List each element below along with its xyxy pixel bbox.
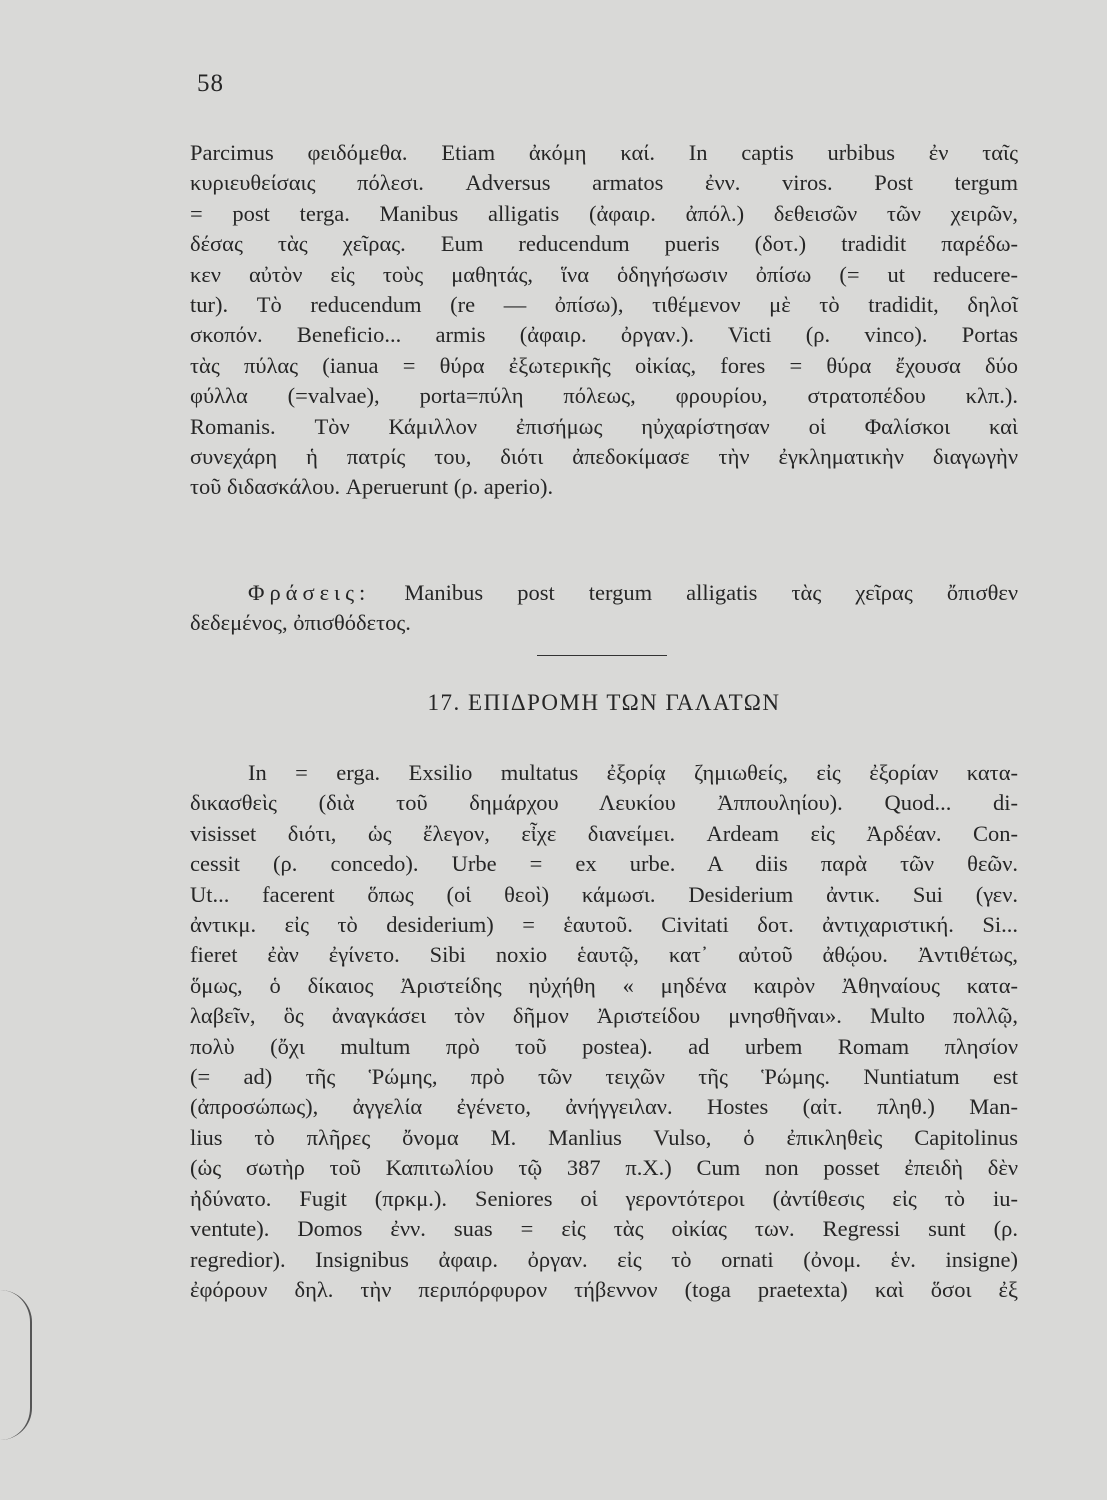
phrases-line: δεδεμένος, ὀπισθόδετος.: [190, 610, 411, 636]
text-line: (ὡς σωτὴρ τοῦ Καπιτωλίου τῷ 387 π.Χ.) Cum non posset ἐπειδὴ δὲν: [190, 1155, 1018, 1181]
text-line: δικασθεὶς (διὰ τοῦ δημάρχου Λευκίου Ἀππουληίου). Quod... di-: [190, 790, 1018, 816]
text-line: = post terga. Manibus alligatis (ἀφαιρ. ἀπόλ.) δεθεισῶν τῶν χειρῶν,: [190, 200, 1018, 226]
binding-edge-mark: [0, 1290, 32, 1440]
text-line: ἠδύνατο. Fugit (πρκμ.). Seniores οἱ γεροντότεροι (ἀντίθεσις εἰς τὸ iu-: [190, 1185, 1018, 1211]
text-line: (ἀπροσώπως), ἀγγελία ἐγένετο, ἀνήγγειλαν. Hostes (αἰτ. πληθ.) Man-: [190, 1094, 1018, 1120]
text-line: (= ad) τῆς Ῥώμης, πρὸ τῶν τειχῶν τῆς Ῥώμης. Nuntiatum est: [190, 1064, 1018, 1090]
section-divider: [537, 655, 667, 656]
text-line: visisset διότι, ὡς ἔλεγον, εἶχε διανείμει. Ardeam εἰς Ἀρδέαν. Con-: [190, 820, 1018, 846]
text-line: φύλλα (=valvae), porta=πύλη πόλεως, φρουρίου, στρατοπέδου κλπ.).: [190, 383, 1018, 409]
text-line: ὅμως, ὁ δίκαιος Ἀριστείδης ηὐχήθη « μηδένα καιρὸν Ἀθηναίους κατα-: [190, 972, 1018, 998]
text-line: ἐφόρουν δηλ. τὴν περιπόρφυρον τήβεννον (toga praetexta) καὶ ὅσοι ἐξ: [190, 1276, 1018, 1302]
text-line: συνεχάρη ἡ πατρίς του, διότι ἀπεδοκίμασε τὴν ἐγκληματικὴν διαγωγὴν: [190, 444, 1018, 470]
text-line: τοῦ διδασκάλου. Aperuerunt (ρ. aperio).: [190, 474, 554, 500]
page-number: 58: [197, 70, 224, 97]
text-line: cessit (ρ. concedo). Urbe = ex urbe. A diis παρὰ τῶν θεῶν.: [190, 851, 1018, 877]
text-line: fieret ἐὰν ἐγίνετο. Sibi noxio ἑαυτῷ, κατ᾽ αὐτοῦ ἀθῴου. Ἀντιθέτως,: [190, 942, 1018, 968]
text-line: In = erga. Exsilio multatus ἐξορίᾳ ζημιωθείς, εἰς ἐξορίαν κατα-: [248, 760, 1018, 785]
text-line: λαβεῖν, ὃς ἀναγκάσει τὸν δῆμον Ἀριστείδου μνησθῆναι». Multo πολλῷ,: [190, 1003, 1018, 1029]
text-line: lius τὸ πλῆρες ὄνομα M. Manlius Vulso, ὁ ἐπικληθεὶς Capitolinus: [190, 1124, 1018, 1150]
text-line: πολὺ (ὄχι multum πρὸ τοῦ postea). ad urbem Romam πλησίον: [190, 1033, 1018, 1059]
text-line: κεν αὐτὸν εἰς τοὺς μαθητάς, ἵνα ὁδηγήσωσιν ὀπίσω (= ut reducere-: [190, 261, 1018, 287]
paragraph-chapter-notes: [190, 758, 1018, 1305]
text-line: κυριευθείσαις πόλεσι. Adversus armatos ἐνν. viros. Post tergum: [190, 170, 1018, 196]
phrases-paragraph: [190, 578, 1018, 639]
text-line: δέσας τὰς χεῖρας. Eum reducendum pueris (δοτ.) tradidit παρέδω-: [190, 231, 1018, 257]
text-line: ἀντικμ. εἰς τὸ desiderium) = ἑαυτοῦ. Civitati δοτ. ἀντιχαριστική. Si...: [190, 912, 1018, 938]
text-line: Ut... facerent ὅπως (οἱ θεοὶ) κάμωσι. Desiderium ἀντικ. Sui (γεν.: [190, 881, 1018, 907]
text-line: ventute). Domos ἐνν. suas = εἰς τὰς οἰκίας των. Regressi sunt (ρ.: [190, 1216, 1018, 1242]
phrases-line: [190, 578, 1018, 608]
phrases-text: Manibus post tergum alligatis τὰς χεῖρας ὄπισθεν: [404, 580, 1019, 605]
chapter-title: 17. ΕΠΙΔΡΟΜΗ ΤΩΝ ΓΑΛΑΤΩΝ: [427, 690, 781, 715]
text-line: Romanis. Τὸν Κάμιλλον ἐπισήμως ηὐχαρίστησαν οἱ Φαλίσκοι καὶ: [190, 413, 1018, 439]
text-line: Parcimus φειδόμεθα. Etiam ἀκόμη καί. In captis urbibus ἐν ταῖς: [190, 140, 1018, 165]
text-line: regredior). Insignibus ἀφαιρ. ὀργαν. εἰς τὸ ornati (ὀνομ. ἑν. insigne): [190, 1246, 1018, 1272]
phrases-label: Φράσεις:: [248, 580, 371, 605]
text-line: τὰς πύλας (ianua = θύρα ἐξωτερικῆς οἰκίας, fores = θύρα ἔχουσα δύο: [190, 352, 1018, 378]
text-line: σκοπόν. Beneficio... armis (ἀφαιρ. ὀργαν.). Victi (ρ. vinco). Portas: [190, 322, 1018, 348]
text-line: tur). Τὸ reducendum (re — ὀπίσω), τιθέμενον μὲ τὸ tradidit, δηλοῖ: [190, 292, 1018, 318]
paragraph-vocabulary-notes: [190, 138, 1018, 503]
